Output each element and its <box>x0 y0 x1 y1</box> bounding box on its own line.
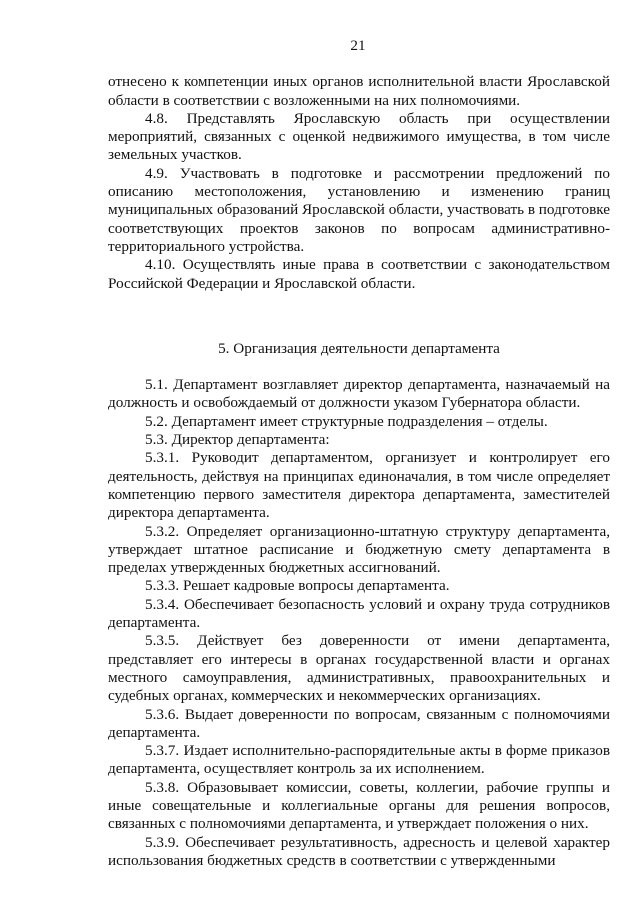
paragraph-5-3-1: 5.3.1. Руководит департаментом, организует и контролирует его деятельность, действуя на принципах единоначалия, в том числе определяет компетенцию первого заместителя директора департамента, заместителей директора департамента. <box>108 449 610 522</box>
page-number: 21 <box>350 37 366 54</box>
paragraph-5-3-4: 5.3.4. Обеспечивает безопасность условий и охрану труда сотрудников департамента. <box>108 595 610 632</box>
paragraph-5-3-7: 5.3.7. Издает исполнительно-распорядительные акты в форме приказов департамента, осуществляет контроль за их исполнением. <box>108 742 610 778</box>
paragraph-4-10: 4.10. Осуществлять иные права в соответствии с законодательством Российской Федерации и Ярославской области. <box>108 256 610 292</box>
paragraph-5-3: 5.3. Директор департамента: <box>145 431 330 449</box>
paragraph-4-8: 4.8. Представлять Ярославскую область при осуществлении мероприятий, связанных с оценкой недвижимого имущества, в том числе земельных участков. <box>108 109 610 164</box>
paragraph-5-3-5: 5.3.5. Действует без доверенности от имени департамента, представляет его интересы в органах государственной власти и органах местного самоуправления, административных, правоохранительных и судебных органах, коммерческих и некоммерческих организациях. <box>108 632 610 705</box>
paragraph-4-9: 4.9. Участвовать в подготовке и рассмотрении предложений по описанию местоположения, установлению и изменению границ муниципальных образований Ярославской области, участвовать в подготовке соответствующих проектов законов по вопросам административно-территориального устройства. <box>108 164 610 255</box>
paragraph-5-3-9: 5.3.9. Обеспечивает результативность, адресность и целевой характер использования бюджетных средств в соответствии с утвержденными <box>108 833 610 869</box>
paragraph-5-3-3: 5.3.3. Решает кадровые вопросы департамента. <box>145 577 450 595</box>
paragraph-continuation: отнесено к компетенции иных органов исполнительной власти Ярославской области в соответствии с возложенными на них полномочиями. <box>108 73 610 109</box>
paragraph-5-2: 5.2. Департамент имеет структурные подразделения – отделы. <box>145 412 548 430</box>
paragraph-5-3-8: 5.3.8. Образовывает комиссии, советы, коллегии, рабочие группы и иные совещательные и коллегиальные органы для решения вопросов, связанных с полномочиями департамента, и утверждает положения о них. <box>108 778 610 833</box>
paragraph-5-3-6: 5.3.6. Выдает доверенности по вопросам, связанным с полномочиями департамента. <box>108 705 610 741</box>
section-heading: 5. Организация деятельности департамента <box>218 339 500 357</box>
paragraph-5-1: 5.1. Департамент возглавляет директор департамента, назначаемый на должность и освобождаемый от должности указом Губернатора области. <box>108 376 610 412</box>
paragraph-5-3-2: 5.3.2. Определяет организационно-штатную структуру департамента, утверждает штатное расписание и бюджетную смету департамента в пределах утвержденных бюджетных ассигнований. <box>108 522 610 577</box>
